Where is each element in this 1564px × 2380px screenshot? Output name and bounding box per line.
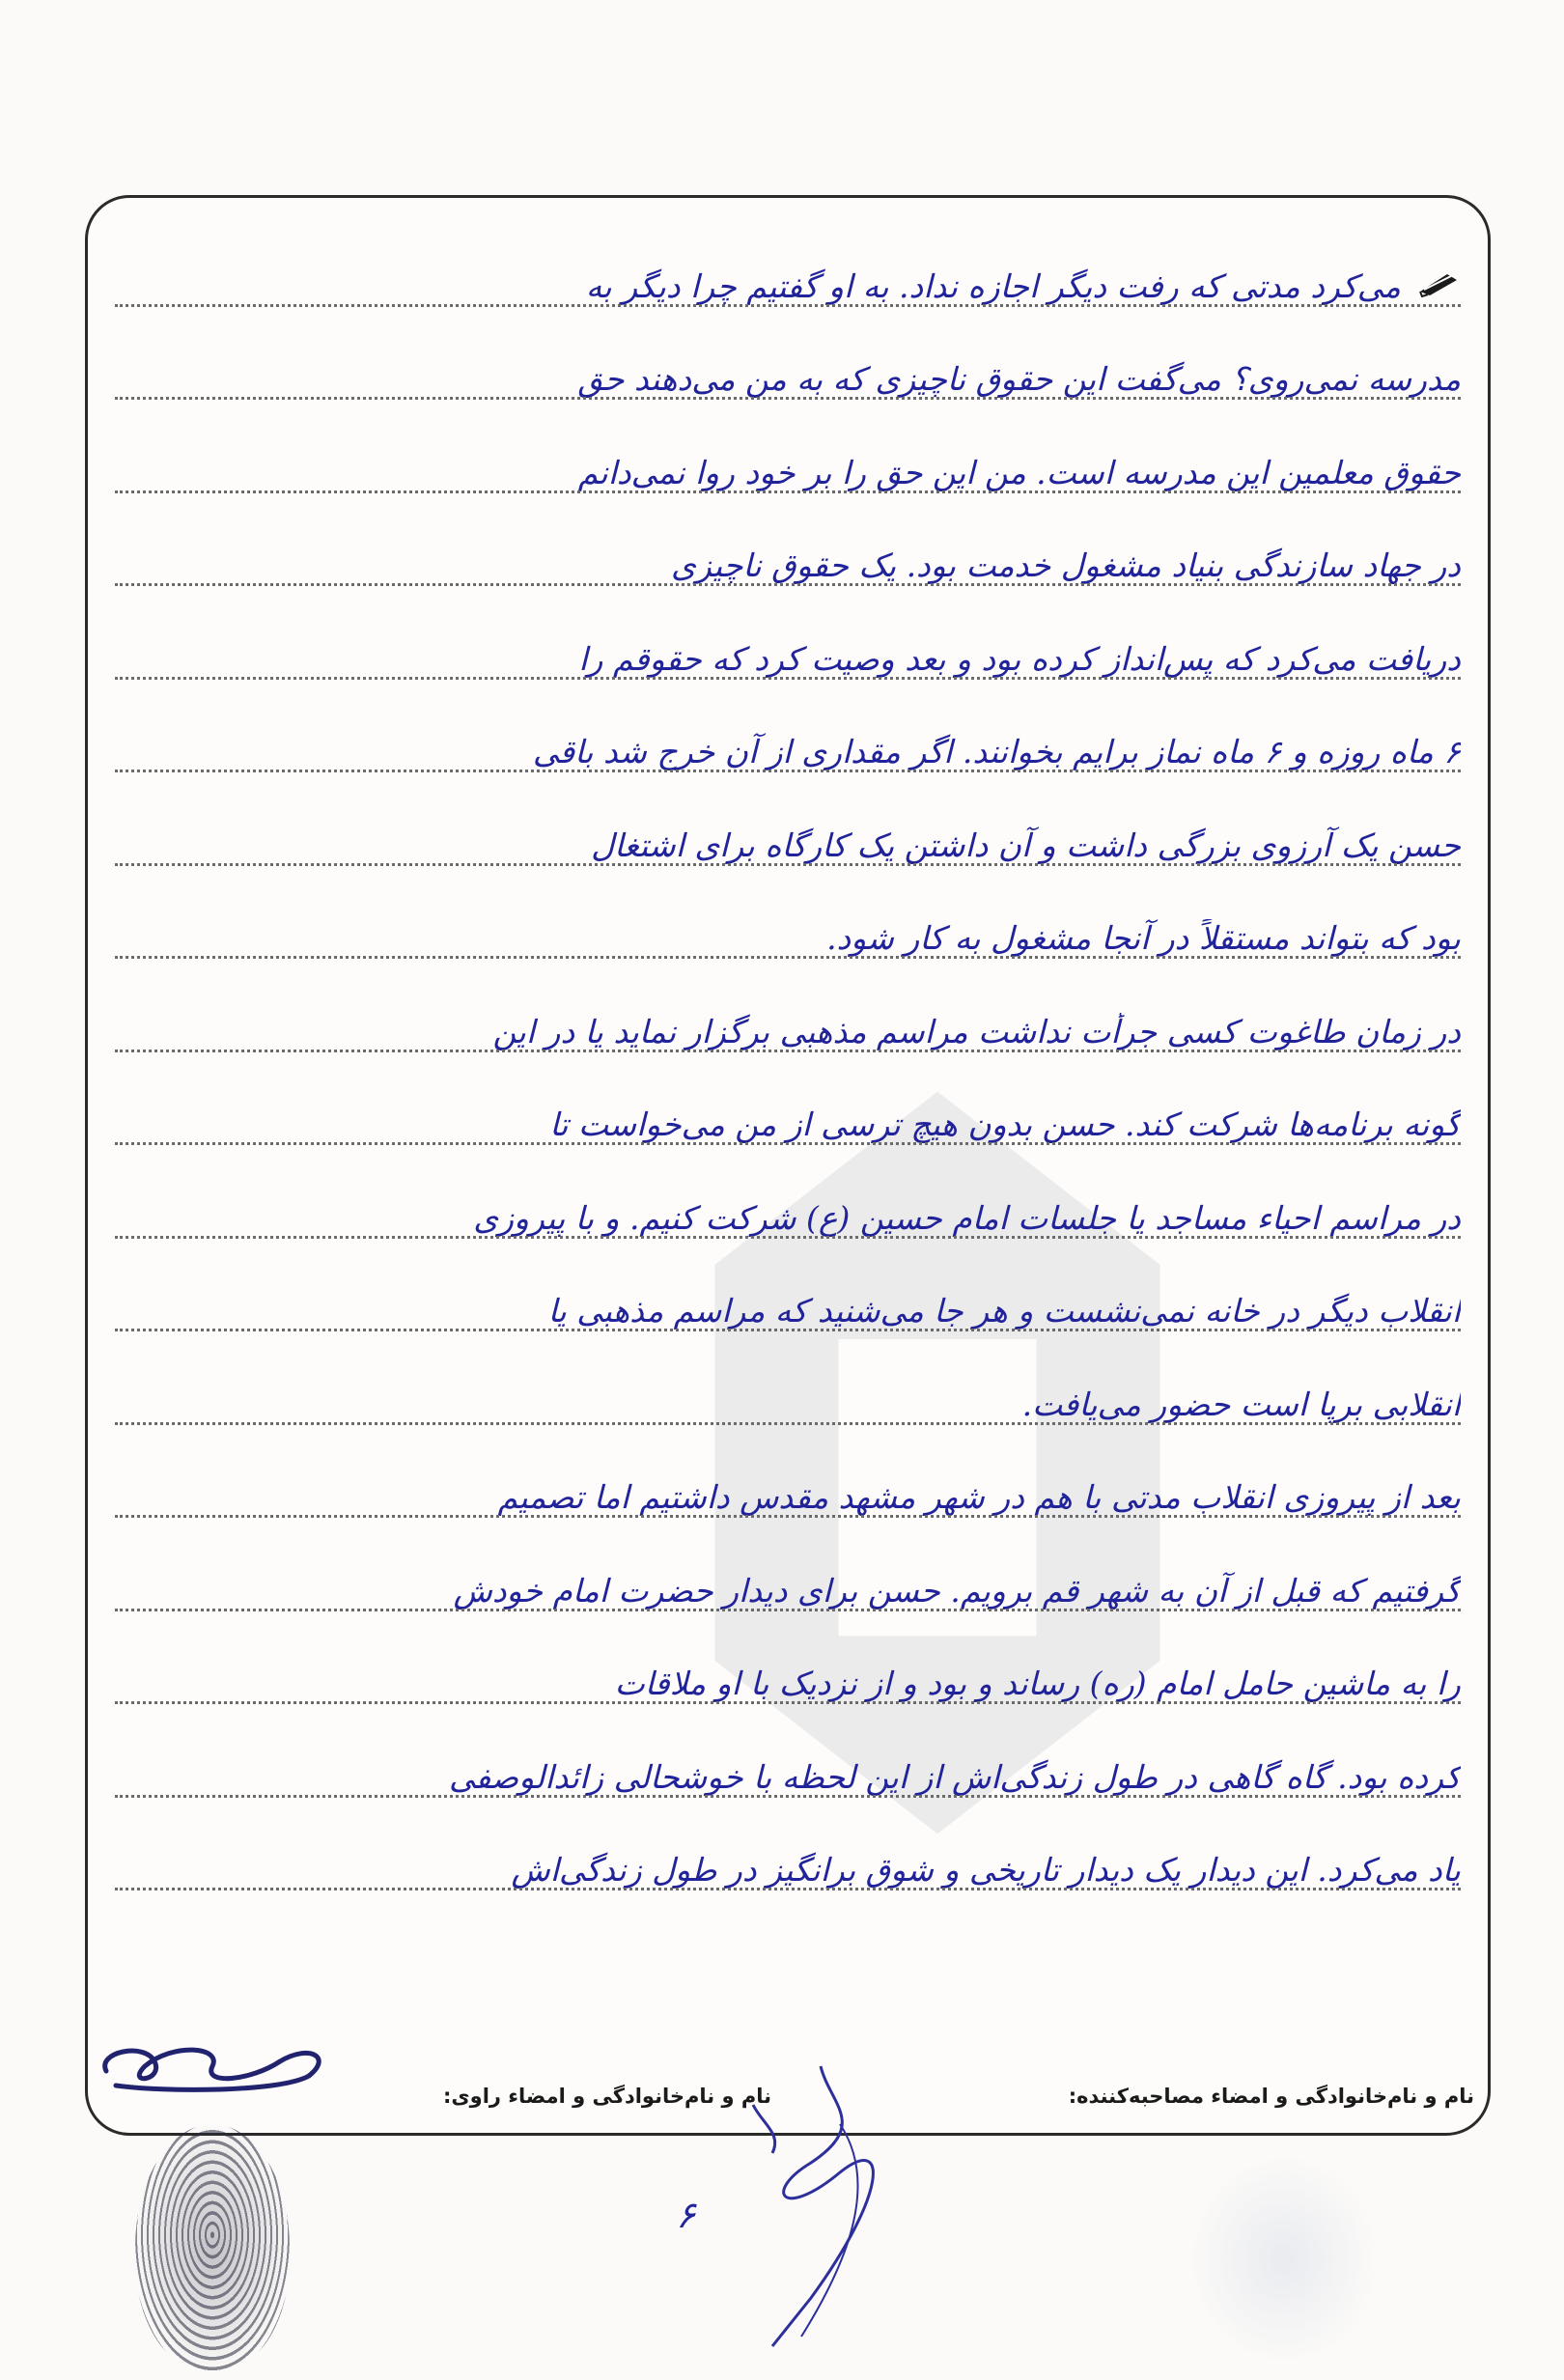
page-frame — [85, 195, 1491, 2136]
interviewer-signature-label: نام و نام‌خانوادگی و امضاء مصاحبه‌کننده: — [1068, 2085, 1474, 2108]
text-line — [115, 870, 1461, 964]
interviewer-signature — [695, 2047, 946, 2356]
dotted-rule — [115, 1422, 1461, 1425]
line-text: در زمان طاغوت کسی جرأت نداشت مراسم مذهبی برگزار نماید یا در این — [492, 1012, 1461, 1050]
line-text: گرفتیم که قبل از آن به شهر قم برویم. حسن برای دیدار حضرت امام خودش — [453, 1571, 1461, 1610]
text-line — [115, 776, 1461, 870]
dotted-rule — [115, 1795, 1461, 1798]
line-text: بعد از پیروزی انقلاب مدتی با هم در شهر مشهد مقدس داشتیم اما تصمیم — [497, 1478, 1461, 1516]
dotted-rule — [115, 1142, 1461, 1145]
faint-smudge — [1187, 2153, 1381, 2366]
text-line — [115, 1243, 1461, 1336]
line-text: انقلاب دیگر در خانه نمی‌نشست و هر جا می‌شنید که مراسم مذهبی یا — [547, 1292, 1461, 1330]
text-line — [115, 311, 1461, 405]
thumbprint — [135, 2124, 290, 2370]
dotted-rule — [115, 1888, 1461, 1890]
dotted-rule — [115, 677, 1461, 680]
dotted-rule — [115, 1701, 1461, 1704]
text-line — [115, 497, 1461, 591]
text-line — [115, 217, 1461, 311]
line-text: گونه برنامه‌ها شرکت کند. حسن بدون هیچ ترسی از من می‌خواست تا — [549, 1106, 1461, 1143]
text-line — [115, 1149, 1461, 1243]
text-line — [115, 1708, 1461, 1802]
line-text: کرده بود. گاه گاهی در طول زندگی‌اش از این لحظه با خوشحالی زائدالوصفی — [448, 1757, 1461, 1796]
dotted-rule — [115, 583, 1461, 586]
line-text: در مراسم احیاء مساجد یا جلسات امام حسین (ع) شرکت کنیم. و با پیروزی — [473, 1198, 1461, 1237]
line-text: حقوق معلمین این مدرسه است. من این حق را بر خود روا نمی‌دانم — [577, 453, 1461, 491]
text-line — [115, 1429, 1461, 1523]
dotted-rule — [115, 1236, 1461, 1239]
text-line — [115, 1802, 1461, 1895]
dotted-rule — [115, 956, 1461, 959]
text-line — [115, 590, 1461, 684]
dotted-rule — [115, 863, 1461, 866]
text-line — [115, 404, 1461, 497]
line-text: بود که بتواند مستقلاً در آنجا مشغول به کار شود. — [826, 919, 1461, 957]
line-text: انقلابی برپا است حضور می‌یافت. — [1021, 1385, 1461, 1423]
line-text: مدرسه نمی‌روی؟ می‌گفت این حقوق ناچیزی که به من می‌دهند حق — [577, 360, 1461, 398]
dotted-rule — [115, 770, 1461, 772]
dotted-rule — [115, 1515, 1461, 1518]
dotted-rule — [115, 490, 1461, 493]
dotted-rule — [115, 1609, 1461, 1611]
pen-icon — [1418, 270, 1461, 297]
narrator-signature — [87, 2032, 348, 2100]
text-line — [115, 1522, 1461, 1615]
line-text: را به ماشین حامل امام (ره) رساند و بود و از نزدیک با او ملاقات — [614, 1665, 1461, 1702]
dotted-rule — [115, 1329, 1461, 1331]
line-text: می‌کرد مدتی که رفت دیگر اجازه نداد. به او گفتیم چرا دیگر به — [585, 266, 1401, 305]
text-line — [115, 1335, 1461, 1429]
page-number: ۶ — [676, 2194, 696, 2236]
text-line — [115, 963, 1461, 1056]
line-text: ۶ ماه روزه و ۶ ماه نماز برایم بخوانند. اگر مقداری از آن خرج شد باقی — [532, 733, 1461, 770]
text-line — [115, 684, 1461, 777]
line-text: یاد می‌کرد. این دیدار یک دیدار تاریخی و شوق برانگیز در طول زندگی‌اش — [511, 1851, 1461, 1889]
handwritten-body — [115, 217, 1461, 1894]
dotted-rule — [115, 304, 1461, 307]
text-line — [115, 1056, 1461, 1150]
dotted-rule — [115, 1050, 1461, 1052]
dotted-rule — [115, 397, 1461, 400]
line-text: دریافت می‌کرد که پس‌انداز کرده بود و بعد وصیت کرد که حقوقم را — [578, 639, 1461, 678]
text-line — [115, 1615, 1461, 1709]
line-text: در جهاد سازندگی بنیاد مشغول خدمت بود. یک حقوق ناچیزی — [671, 546, 1461, 584]
narrator-signature-label: نام و نام‌خانوادگی و امضاء راوی: — [443, 2085, 771, 2108]
line-text: حسن یک آرزوی بزرگی داشت و آن داشتن یک کارگاه برای اشتغال — [591, 826, 1461, 864]
